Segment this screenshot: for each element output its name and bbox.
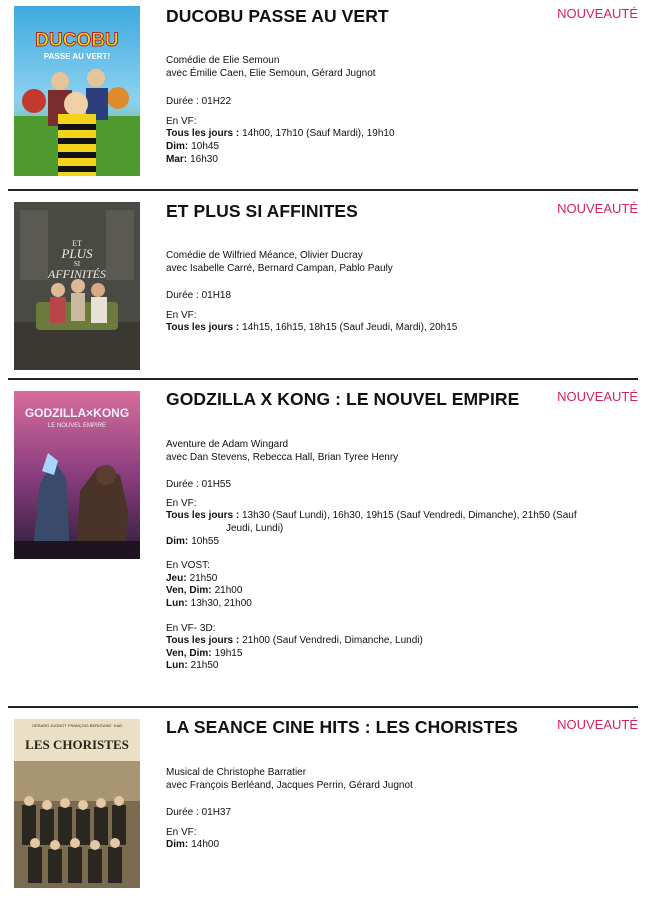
showtime-day: Tous les jours : <box>166 128 240 140</box>
showtime-day: Tous les jours : <box>166 510 240 522</box>
poster-logo-text: LES CHORISTES <box>25 737 129 752</box>
showtime-times[interactable]: 21h00 (Sauf Vendredi, Dimanche, Lundi) <box>242 635 423 647</box>
showtime-times[interactable]: 21h50 <box>190 660 219 672</box>
genre-director: Musical de Christophe Barratier <box>166 767 307 778</box>
cast-list: avec Isabelle Carré, Bernard Campan, Pablo Pauly <box>166 262 393 274</box>
version-label: En VF: <box>166 115 197 127</box>
version-label: En VF: <box>166 309 197 321</box>
duration: Durée : 01H18 <box>166 290 232 302</box>
showtime-times[interactable]: 13h30 (Sauf Lundi), 16h30, 19h15 (Sauf Vendredi, Dimanche), 21h50 (Sauf Jeudi, Lundi) <box>226 510 577 534</box>
showtime-times[interactable]: 10h45 <box>191 140 220 152</box>
new-release-badge: NOUVEAUTÉ <box>557 717 638 732</box>
movie-title[interactable]: ET PLUS SI AFFINITES <box>166 201 358 221</box>
showtime-day: Lun: <box>166 597 188 609</box>
showtime-times[interactable]: 14h15, 16h15, 18h15 (Sauf Jeudi, Mardi), 20h15 <box>242 322 458 334</box>
showtime-day: Ven, Dim: <box>166 585 212 597</box>
poster-logo-text: AFFINITÉS <box>48 267 106 281</box>
showtime-day: Tous les jours : <box>166 635 240 647</box>
movie-title[interactable]: GODZILLA X KONG : LE NOUVEL EMPIRE <box>166 389 520 409</box>
genre-director: Comédie de Wilfried Méance, Olivier Ducray <box>166 250 363 261</box>
version-label: En VF: <box>166 826 197 838</box>
showtime-times[interactable]: 21h50 <box>189 572 218 584</box>
showtime-day: Jeu: <box>166 572 187 584</box>
movie-poster[interactable] <box>14 202 140 370</box>
poster-credit-text: KAD <box>114 723 123 728</box>
showtime-day: Mar: <box>166 153 188 165</box>
showtime-row <box>166 660 596 673</box>
movie-details <box>166 55 596 166</box>
genre-director: Aventure de Adam Wingard <box>166 439 289 450</box>
movie-divider <box>8 706 638 708</box>
showtime-row <box>166 141 596 154</box>
new-release-badge: NOUVEAUTÉ <box>557 201 638 216</box>
version-label: En VOST: <box>166 560 210 572</box>
showtime-times[interactable]: 13h30, 21h00 <box>190 597 252 609</box>
poster-credit-text: FRANÇOIS BERLÉAND <box>68 723 112 728</box>
showtime-day: Lun: <box>166 660 188 672</box>
showtime-day: Dim: <box>166 140 189 152</box>
movie-details <box>166 767 596 852</box>
showtime-row <box>166 648 596 661</box>
movie-details <box>166 250 596 335</box>
showtime-times[interactable]: 21h00 <box>214 585 243 597</box>
showtime-row <box>166 128 596 141</box>
version-label: En VF: <box>166 497 197 509</box>
showtime-row <box>166 154 596 167</box>
showtime-day: Dim: <box>166 839 189 851</box>
duration: Durée : 01H37 <box>166 807 232 819</box>
movie-details <box>166 439 596 673</box>
showtime-row <box>166 322 596 335</box>
showtime-row <box>166 536 596 549</box>
movie-title[interactable]: LA SEANCE CINE HITS : LES CHORISTES <box>166 717 518 737</box>
cast-list: avec François Berléand, Jacques Perrin, Gérard Jugnot <box>166 779 413 791</box>
poster-logo-text: ET <box>72 239 82 248</box>
poster-logo-text: PLUS <box>61 246 93 261</box>
showtime-row <box>166 635 596 648</box>
new-release-badge: NOUVEAUTÉ <box>557 389 638 404</box>
movie-divider <box>8 378 638 380</box>
showtime-times[interactable]: 14h00, 17h10 (Sauf Mardi), 19h10 <box>242 128 395 140</box>
movie-title[interactable]: DUCOBU PASSE AU VERT <box>166 6 389 26</box>
version-label: En VF- 3D: <box>166 622 216 634</box>
movie-poster[interactable] <box>14 391 140 559</box>
poster-subtitle-text: PASSE AU VERT! <box>43 52 111 61</box>
showtime-times[interactable]: 14h00 <box>191 839 220 851</box>
showtime-row <box>166 573 596 586</box>
showtime-times[interactable]: 10h55 <box>191 535 220 547</box>
showtime-row <box>166 598 596 611</box>
showtime-row <box>166 510 596 535</box>
duration: Durée : 01H55 <box>166 479 232 491</box>
showtime-row <box>166 585 596 598</box>
movie-divider <box>8 189 638 191</box>
poster-logo-text: DUCOBU <box>35 30 119 51</box>
showtime-day: Tous les jours : <box>166 322 240 334</box>
movie-poster[interactable] <box>14 6 140 176</box>
movie-poster[interactable] <box>14 719 140 888</box>
showtime-day: Dim: <box>166 535 189 547</box>
cast-list: avec Dan Stevens, Rebecca Hall, Brian Tyree Henry <box>166 451 399 463</box>
showtime-times[interactable]: 16h30 <box>190 153 218 165</box>
genre-director: Comédie de Elie Semoun <box>166 55 280 66</box>
poster-logo-text: GODZILLA×KONG <box>24 406 130 420</box>
showtime-day: Ven, Dim: <box>166 647 212 659</box>
cast-list: avec Émilie Caen, Elie Semoun, Gérard Jugnot <box>166 67 376 79</box>
poster-credit-text: GÉRARD JUGNOT <box>32 723 67 728</box>
new-release-badge: NOUVEAUTÉ <box>557 6 638 21</box>
duration: Durée : 01H22 <box>166 96 232 108</box>
showtime-times[interactable]: 19h15 <box>214 647 243 659</box>
poster-subtitle-text: LE NOUVEL EMPIRE <box>47 423 107 429</box>
showtime-row <box>166 839 596 852</box>
poster-logo-text: SI <box>73 260 81 268</box>
